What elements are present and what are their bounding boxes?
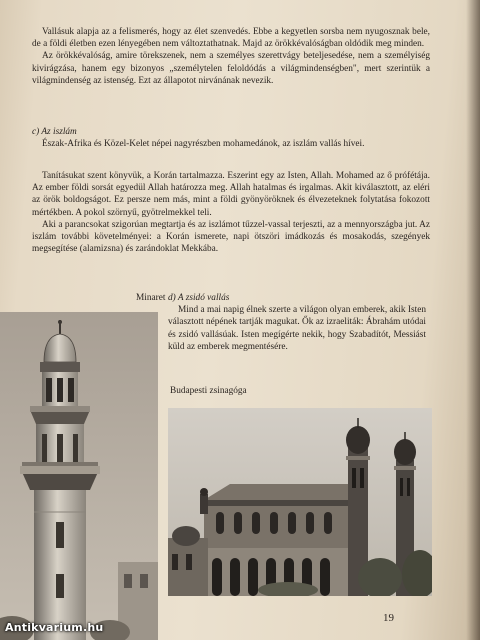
minaret-photo xyxy=(0,312,158,640)
text-block-islam xyxy=(32,170,430,255)
synagogue-photo xyxy=(168,408,432,596)
minaret-illustration xyxy=(0,312,158,640)
caption-synagogue: Budapesti zsinagóga xyxy=(170,386,247,396)
page-binding-shadow xyxy=(466,0,480,640)
text-block-islam-intro xyxy=(32,126,430,150)
watermark: Antikvarium.hu xyxy=(5,621,104,634)
paragraph: Mind a mai napig élnek szerte a világon olyan emberek, akik Isten választott népének tartják magukat. Ők az izraeliták: Ábrahám utódai és zsidó vallásúak. Isten megígérte nekik, hogy Szabadítót, Messiást küld az emberek megmentésére. xyxy=(168,305,426,352)
text-block-judaism xyxy=(168,292,426,353)
paragraph: Az örökkévalóság, amire törekszenek, nem a személyes szerettvágy beteljesedése, nem a személyiség kivirágzása, hanem egy bizonyos „személytelen feloldódás a világmindenségben", mert szerintük a világmindenség az istenség. Ezt az állapotot nirvánának nevezik. xyxy=(32,51,430,86)
text-block-buddhism xyxy=(32,26,430,87)
paragraph: Aki a parancsokat szigorúan megtartja és az iszlámot tűzzel-vassal terjeszti, az a mennyországba jut. Az iszlám további követelményei: a Korán ismerete, napi ötszöri imádkozás és mosakodás, szegények megsegítése (alamizsna) és zarándoklat Mekkába. xyxy=(32,219,430,255)
caption-minaret: Minaret xyxy=(136,293,166,303)
section-heading-judaism: d) A zsidó vallás xyxy=(168,293,230,303)
paragraph: Tanításukat szent könyvük, a Korán tartalmazza. Eszerint egy az Isten, Allah. Mohamed az ő prófétája. Az ember földi sorsát egyedül Allah határozza meg. Allah hatalmas és irgalmas. Akit kiválasztott, az eléri az örök boldogságot. Ez persze nem más, mint a földi gyönyöröknek és élvezeteknek folytatása fokozott mértékben. A pokol szörnyű, gyötrelmekkel teli. xyxy=(32,171,430,218)
paragraph: Vallásuk alapja az a felismerés, hogy az élet szenvedés. Ebbe a kegyetlen sorsba nem nyugosznak bele, de a földi életben ezen lényegében nem változtathatnak. Majd az örökkévalóságban oldódik meg minden. xyxy=(32,27,430,50)
section-heading-islam: c) Az iszlám xyxy=(32,127,77,137)
paragraph: Észak-Afrika és Közel-Kelet népei nagyrészben mohamedánok, az iszlám vallás hívei. xyxy=(42,139,365,150)
page-number: 19 xyxy=(383,612,394,624)
synagogue-illustration xyxy=(168,408,432,596)
